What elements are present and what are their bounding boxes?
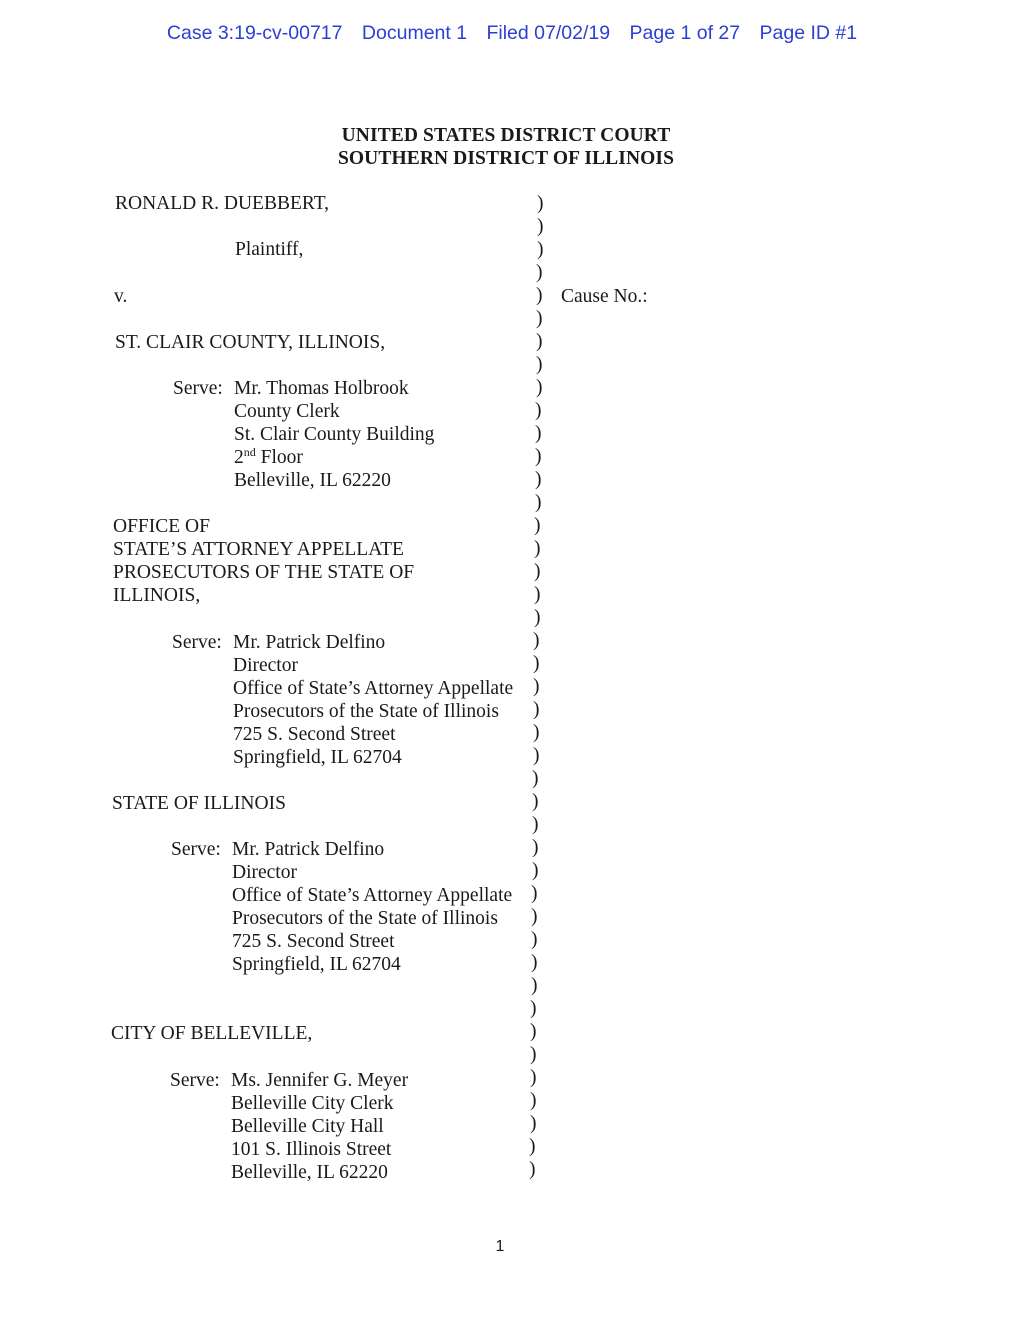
caption-parenthesis: ) — [533, 653, 540, 674]
plaintiff-name: RONALD R. DUEBBERT, — [115, 193, 330, 214]
defendant-name: OFFICE OF — [113, 516, 210, 537]
serve-line: Office of State’s Attorney Appellate — [232, 885, 513, 906]
caption-parenthesis: ) — [534, 515, 541, 536]
caption-parenthesis: ) — [533, 630, 540, 651]
caption-parenthesis: ) — [532, 837, 539, 858]
caption-parenthesis: ) — [529, 1159, 536, 1180]
serve-line: Mr. Thomas Holbrook — [234, 378, 409, 399]
filed-date: Filed 07/02/19 — [486, 22, 611, 44]
serve-label: Serve: — [171, 839, 221, 860]
serve-line: Ms. Jennifer G. Meyer — [231, 1070, 409, 1091]
serve-line: Mr. Patrick Delfino — [233, 632, 386, 653]
serve-line: Belleville City Hall — [231, 1116, 384, 1137]
defendant-name: ST. CLAIR COUNTY, ILLINOIS, — [115, 332, 386, 353]
caption-parenthesis: ) — [533, 676, 540, 697]
defendant-name: CITY OF BELLEVILLE, — [111, 1023, 313, 1044]
caption-parenthesis: ) — [534, 607, 541, 628]
serve-label: Serve: — [170, 1070, 220, 1091]
defendant-name: STATE’S ATTORNEY APPELLATE — [113, 539, 404, 560]
caption-parenthesis: ) — [535, 492, 542, 513]
court-district: SOUTHERN DISTRICT OF ILLINOIS — [337, 148, 675, 169]
serve-line: 101 S. Illinois Street — [231, 1139, 392, 1160]
caption-parenthesis: ) — [536, 354, 543, 375]
case-number: Case 3:19-cv-00717 — [166, 22, 343, 44]
serve-line: Mr. Patrick Delfino — [232, 839, 385, 860]
serve-line: County Clerk — [234, 401, 340, 422]
caption-parenthesis: ) — [534, 584, 541, 605]
caption-parenthesis: ) — [531, 975, 538, 996]
serve-label: Serve: — [172, 632, 222, 653]
defendant-name: PROSECUTORS OF THE STATE OF — [113, 562, 415, 583]
caption-parenthesis: ) — [532, 791, 539, 812]
serve-line: Belleville, IL 62220 — [231, 1162, 388, 1183]
serve-line-floor: 2nd Floor — [234, 445, 303, 468]
caption-parenthesis: ) — [530, 1044, 537, 1065]
page-number: 1 — [495, 1238, 505, 1255]
serve-line: Belleville City Clerk — [231, 1093, 394, 1114]
caption-parenthesis: ) — [536, 285, 543, 306]
caption-parenthesis: ) — [537, 239, 544, 260]
caption-parenthesis: ) — [533, 745, 540, 766]
serve-line: Office of State’s Attorney Appellate — [233, 678, 514, 699]
caption-parenthesis: ) — [536, 331, 543, 352]
caption-parenthesis: ) — [535, 469, 542, 490]
document-number: Document 1 — [361, 22, 468, 44]
serve-line: Prosecutors of the State of Illinois — [232, 908, 498, 929]
caption-parenthesis: ) — [529, 1136, 536, 1157]
caption-parenthesis: ) — [535, 400, 542, 421]
caption-parenthesis: ) — [530, 1067, 537, 1088]
serve-line: Prosecutors of the State of Illinois — [233, 701, 499, 722]
caption-parenthesis: ) — [532, 768, 539, 789]
cause-number-label: Cause No.: — [561, 286, 648, 307]
caption-parenthesis: ) — [530, 1113, 537, 1134]
caption-parenthesis: ) — [533, 699, 540, 720]
caption-parenthesis: ) — [537, 216, 544, 237]
caption-parenthesis: ) — [535, 423, 542, 444]
serve-line: St. Clair County Building — [234, 424, 435, 445]
serve-line: 725 S. Second Street — [233, 724, 396, 745]
caption-parenthesis: ) — [534, 561, 541, 582]
caption-parenthesis: ) — [536, 308, 543, 329]
caption-parenthesis: ) — [531, 906, 538, 927]
caption-parenthesis: ) — [531, 929, 538, 950]
page-id: Page ID #1 — [759, 22, 858, 44]
serve-line: Belleville, IL 62220 — [234, 470, 391, 491]
caption-parenthesis: ) — [530, 1090, 537, 1111]
caption-parenthesis: ) — [531, 952, 538, 973]
court-name: UNITED STATES DISTRICT COURT — [341, 125, 671, 146]
caption-parenthesis: ) — [532, 814, 539, 835]
caption-parenthesis: ) — [531, 883, 538, 904]
plaintiff-role: Plaintiff, — [235, 239, 304, 260]
caption-parenthesis: ) — [530, 998, 537, 1019]
caption-parenthesis: ) — [534, 538, 541, 559]
page-count: Page 1 of 27 — [629, 22, 741, 44]
caption-parenthesis: ) — [530, 1021, 537, 1042]
caption-parenthesis: ) — [536, 262, 543, 283]
serve-line: Springfield, IL 62704 — [232, 954, 401, 975]
defendant-name: ILLINOIS, — [113, 585, 201, 606]
serve-label: Serve: — [173, 378, 223, 399]
serve-line: 725 S. Second Street — [232, 931, 395, 952]
serve-line: Director — [233, 655, 298, 676]
serve-line: Springfield, IL 62704 — [233, 747, 402, 768]
versus: v. — [114, 286, 128, 307]
serve-line: Director — [232, 862, 297, 883]
caption-parenthesis: ) — [536, 377, 543, 398]
filing-stamp — [0, 22, 1024, 45]
caption-parenthesis: ) — [533, 722, 540, 743]
caption-parenthesis: ) — [532, 860, 539, 881]
defendant-name: STATE OF ILLINOIS — [112, 793, 286, 814]
caption-parenthesis: ) — [537, 193, 544, 214]
caption-parenthesis: ) — [535, 446, 542, 467]
